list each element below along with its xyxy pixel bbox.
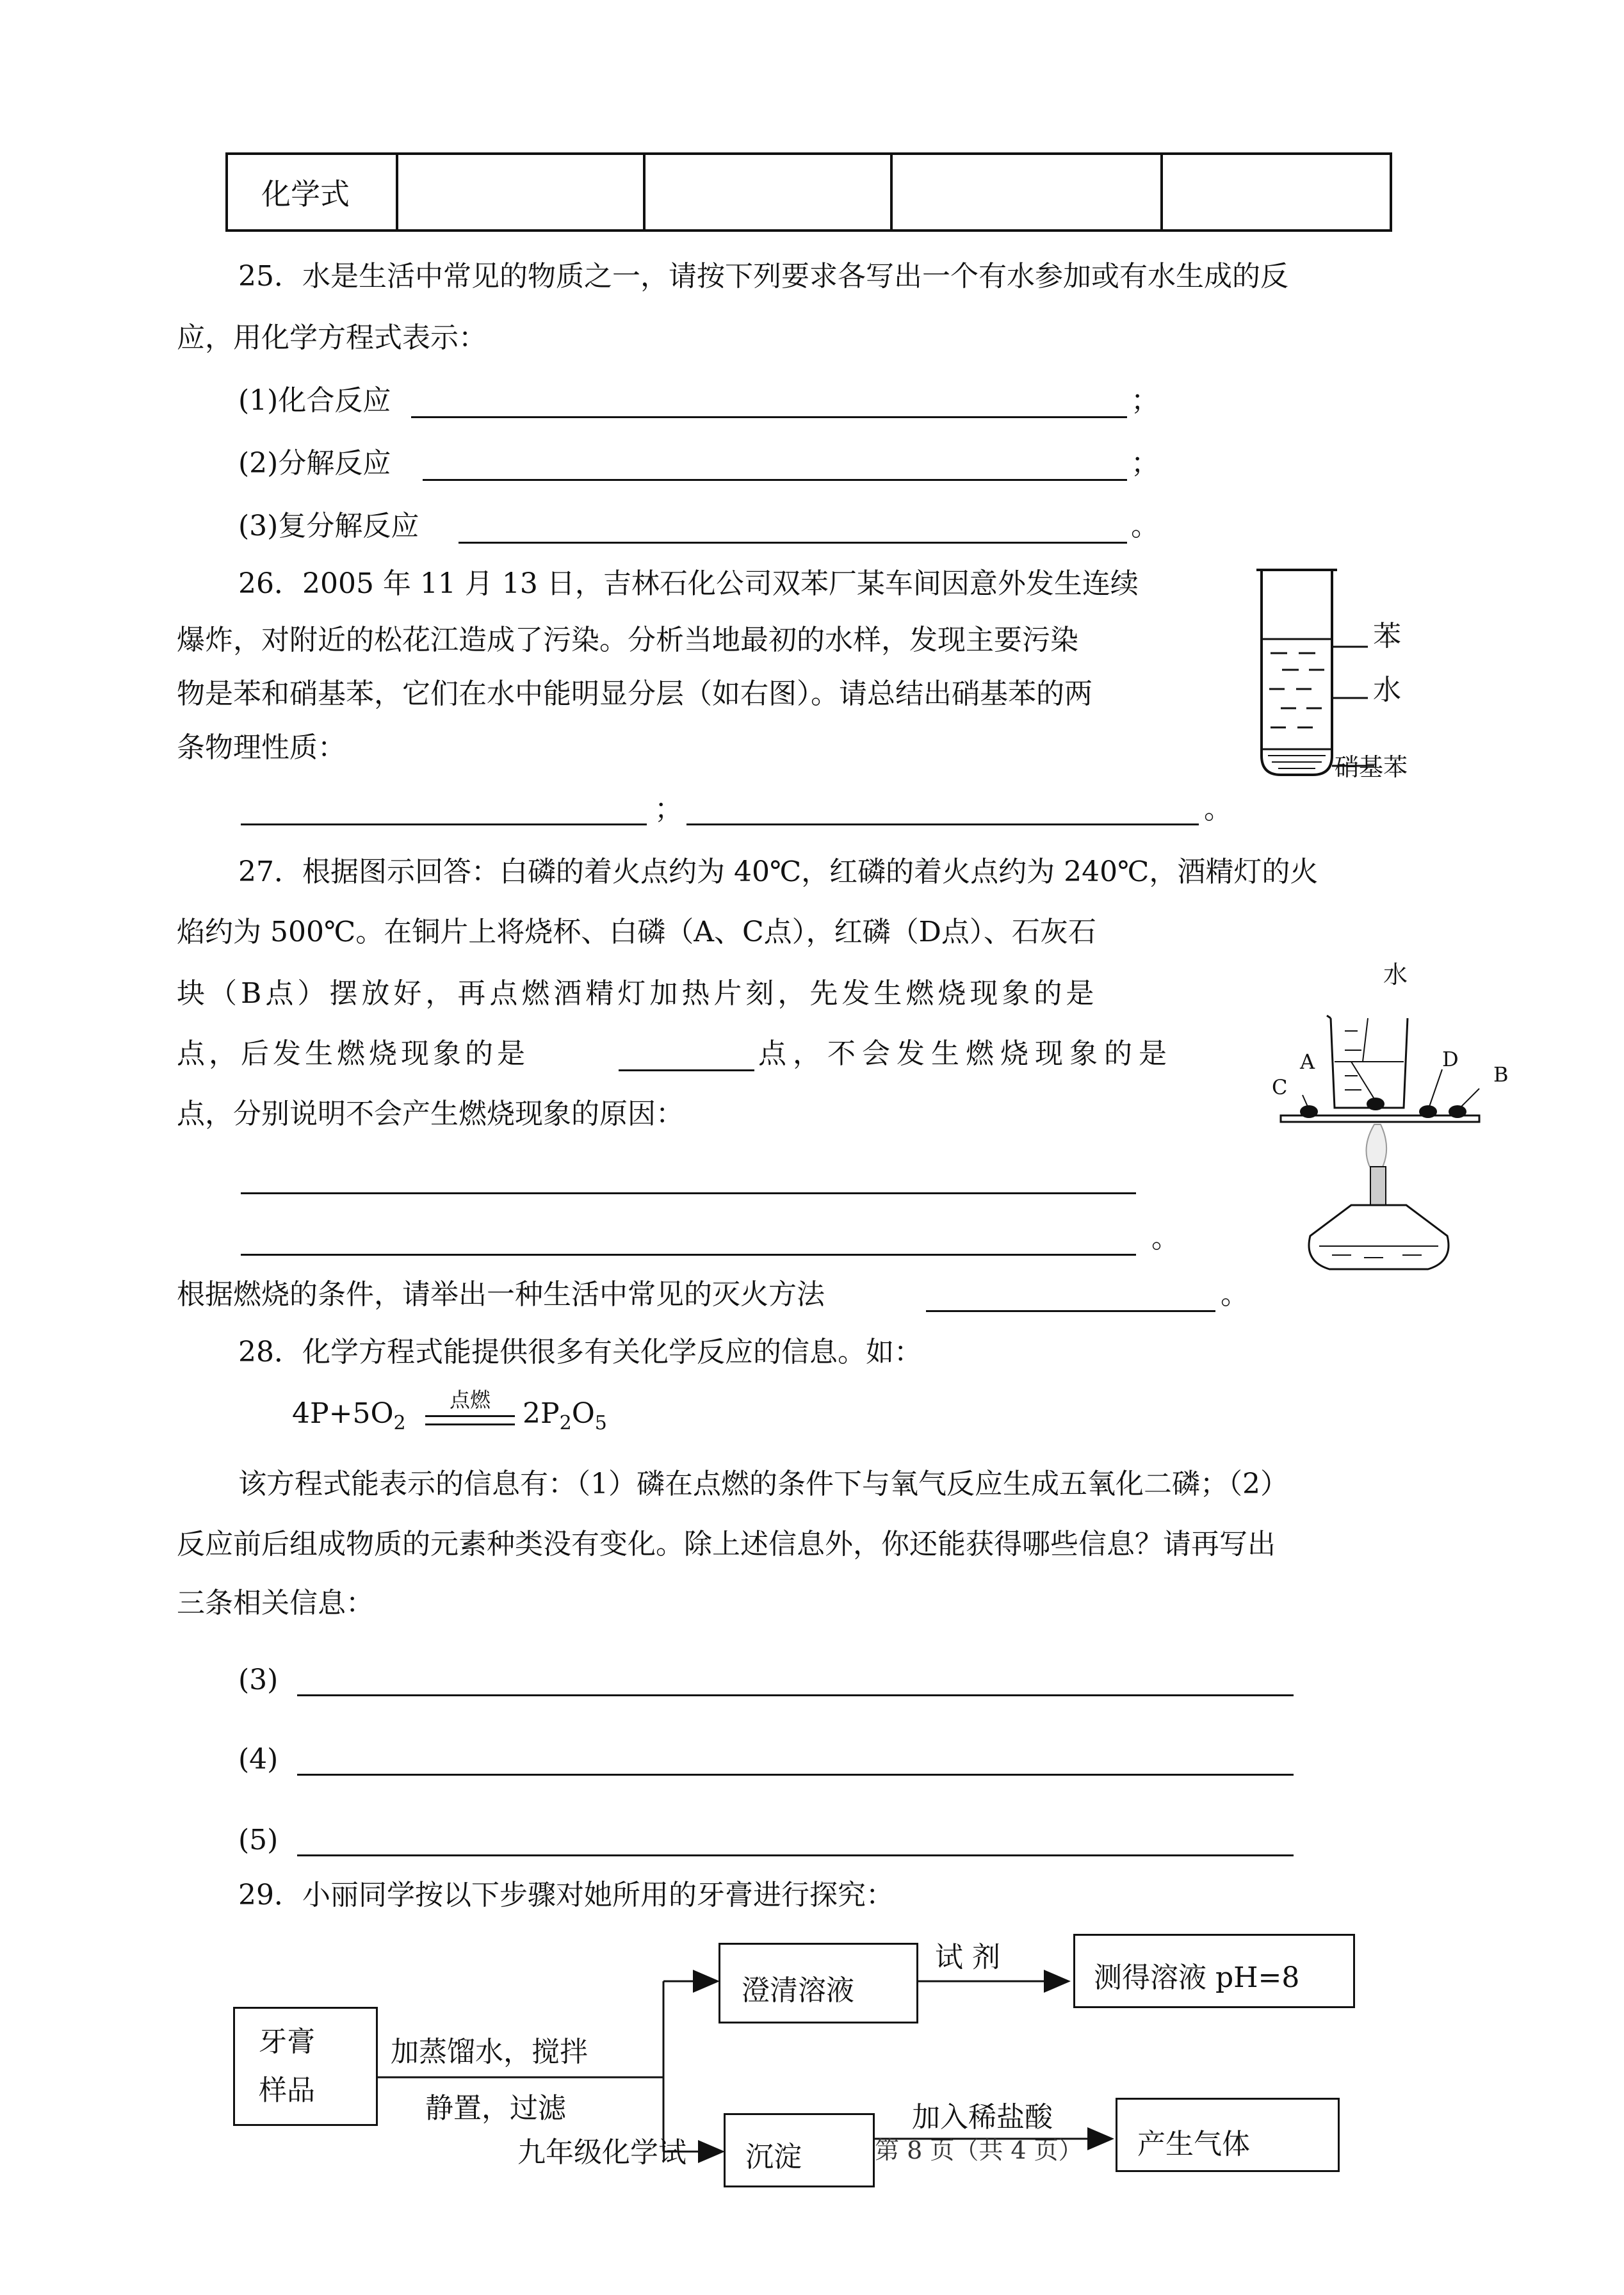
q25-item-2-end: ； <box>1131 447 1159 480</box>
q28-item-4-label: (4) <box>238 1743 279 1776</box>
q27-text-5: 点，分别说明不会产生燃烧现象的原因： <box>177 1098 684 1130</box>
q27-text-4a: 点，后发生燃烧现象的是 <box>177 1037 529 1070</box>
eq-right-a: 2P <box>523 1397 560 1430</box>
q27-end-dot: 。 <box>1151 1222 1180 1254</box>
q28-item-5-label: (5) <box>238 1824 279 1856</box>
flow-step1-top: 加蒸馏水，搅拌 <box>391 2036 588 2068</box>
table-row-label: 化学式 <box>227 154 397 231</box>
q26-text-3: 物是苯和硝基苯，它们在水中能明显分层（如右图）。请总结出硝基苯的两 <box>177 677 1092 710</box>
flow-sample-line2: 样品 <box>259 2074 315 2107</box>
q25-item-3-label: (3)复分解反应 <box>238 510 419 542</box>
flow-gas-label: 产生气体 <box>1137 2128 1250 2161</box>
fig2-label-C: C <box>1272 1075 1288 1099</box>
q26-text-4: 条物理性质： <box>177 731 346 764</box>
fig-label-benzene: 苯 <box>1373 620 1401 653</box>
q28-text-1: 该方程式能表示的信息有：（1）磷在点燃的条件下与氧气反应生成五氧化二磷；（2） <box>238 1468 1288 1500</box>
fig-label-water: 水 <box>1373 674 1401 706</box>
q26-sep: ； <box>654 793 683 825</box>
eq-condition: 点燃 <box>449 1388 491 1412</box>
q26-text-2: 爆炸，对附近的松花江造成了污染。分析当地最初的水样，发现主要污染 <box>177 624 1078 656</box>
q28-text-3: 三条相关信息： <box>177 1587 374 1619</box>
q27-text-2: 焰约为 500℃。在铜片上将烧杯、白磷（A、C点），红磷（D点）、石灰石 <box>177 916 1096 948</box>
eq-left: 4P+5O <box>292 1397 394 1430</box>
q25-text-2: 应，用化学方程式表示： <box>177 321 487 354</box>
q27-text-3: 块（B点）摆放好，再点燃酒精灯加热片刻，先发生燃烧现象的是 <box>177 977 1098 1010</box>
eq-right-sub1: 2 <box>559 1411 572 1434</box>
q28-intro: 28．化学方程式能提供很多有关化学反应的信息。如： <box>238 1336 922 1368</box>
flow-step1-bottom: 静置，过滤 <box>425 2092 566 2125</box>
fig2-label-water: 水 <box>1383 961 1408 989</box>
q27-last-end: 。 <box>1221 1278 1249 1311</box>
eq-left-sub: 2 <box>393 1411 406 1434</box>
eq-right-sub2: 5 <box>594 1411 607 1434</box>
eq-right-b: O <box>571 1397 595 1430</box>
fig2-label-A: A <box>1300 1050 1315 1074</box>
fig-label-nitrobenzene: 硝基苯 <box>1335 753 1408 781</box>
q28-text-2: 反应前后组成物质的元素种类没有变化。除上述信息外，你还能获得哪些信息？请再写出 <box>177 1528 1276 1561</box>
footer-right: 第 8 页（共 4 页） <box>875 2136 1083 2164</box>
flow-clear-label: 澄清溶液 <box>742 1974 854 2007</box>
q27-text-1: 27．根据图示回答：白磷的着火点约为 40℃，红磷的着火点约为 240℃，酒精灯的火 <box>238 856 1319 888</box>
q26-end: 。 <box>1204 793 1232 825</box>
q25-item-3-end: 。 <box>1131 510 1159 542</box>
q27-last-line: 根据燃烧的条件，请举出一种生活中常见的灭火方法 <box>177 1278 825 1311</box>
flow-sample-line1: 牙膏 <box>259 2025 315 2058</box>
flow-ph-label: 测得溶液 pH=8 <box>1094 1961 1300 1994</box>
q25-item-1-label: (1)化合反应 <box>238 384 391 417</box>
q25-item-2-label: (2)分解反应 <box>238 447 391 480</box>
fig2-label-D: D <box>1442 1047 1459 1071</box>
q29-intro: 29．小丽同学按以下步骤对她所用的牙膏进行探究： <box>238 1879 894 1911</box>
q28-item-3-label: (3) <box>238 1664 279 1696</box>
fig2-label-B: B <box>1493 1062 1509 1087</box>
flow-reagent-label: 试 剂 <box>935 1941 1000 1974</box>
q25-item-1-end: ； <box>1131 384 1159 417</box>
q27-text-4b: 点，不会发生燃烧现象的是 <box>758 1037 1173 1070</box>
q26-text-1: 26．2005 年 11 月 13 日，吉林石化公司双苯厂某车间因意外发生连续 <box>238 567 1139 600</box>
q25-text-1: 25．水是生活中常见的物质之一，请按下列要求各写出一个有水参加或有水生成的反 <box>238 260 1288 293</box>
footer-left: 九年级化学试 <box>517 2136 686 2169</box>
flow-precipitate-label: 沉淀 <box>745 2141 802 2173</box>
flow-acid-label: 加入稀盐酸 <box>912 2101 1053 2134</box>
